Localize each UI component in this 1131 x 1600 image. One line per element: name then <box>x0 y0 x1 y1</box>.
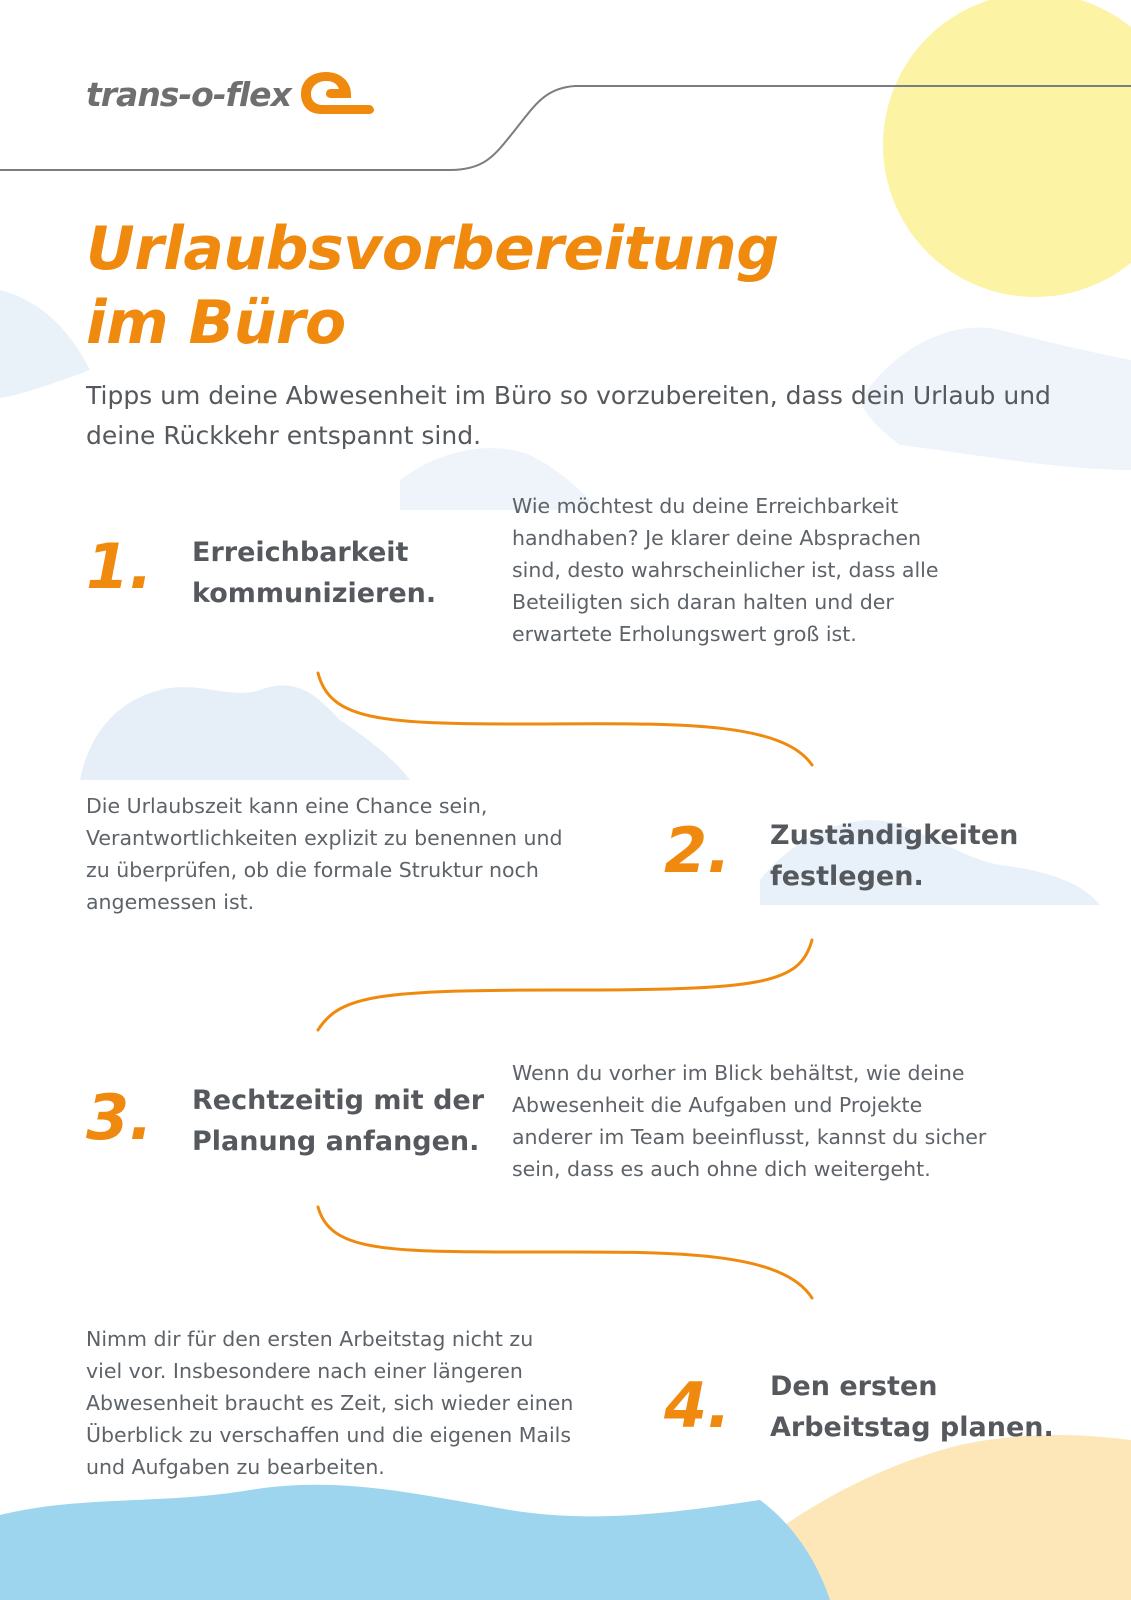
step-2-text-line: Die Urlaubszeit kann eine Chance sein, <box>86 794 488 818</box>
step-3-title-line-2: Planung anfangen. <box>192 1126 480 1157</box>
step-3-number: 3. <box>86 1081 153 1154</box>
step-3-title-line-1: Rechtzeitig mit der <box>192 1085 485 1116</box>
step-4-description <box>86 1323 656 1483</box>
step-4-text-line: Abwesenheit braucht es Zeit, sich wieder einen <box>86 1391 574 1415</box>
step-1-title-line-2: kommunizieren. <box>192 578 437 609</box>
page-title <box>86 212 779 361</box>
step-1-text-line: handhaben? Je klarer deine Absprachen <box>512 526 921 550</box>
step-4-text-line: viel vor. Insbesondere nach einer längeren <box>86 1359 523 1383</box>
step-4-text-line: Überblick zu verschaffen und die eigenen Mails <box>86 1423 572 1447</box>
step-2-title <box>770 815 1090 897</box>
trans-o-flex-logo-mark-icon <box>299 68 375 120</box>
step-3-text-line: anderer im Team beeinflusst, kannst du sicher <box>512 1125 987 1149</box>
step-1-number: 1. <box>86 530 153 603</box>
step-2-title-line-1: Zuständigkeiten <box>770 820 1019 851</box>
step-1-text-line: erwartete Erholungswert groß ist. <box>512 622 857 646</box>
step-1-title <box>192 532 492 614</box>
step-1-description <box>512 490 1052 650</box>
cloud-shape-left-mid <box>80 685 410 780</box>
step-3-text-line: Wenn du vorher im Blick behältst, wie deine <box>512 1061 965 1085</box>
brand-logo <box>86 68 375 120</box>
yellow-sun-shape <box>883 0 1131 297</box>
step-4-text-line: und Aufgaben zu bearbeiten. <box>86 1455 385 1479</box>
step-4-number: 4. <box>664 1369 731 1442</box>
step-4-title-line-2: Arbeitstag planen. <box>770 1412 1054 1443</box>
connector-curve-2 <box>318 940 812 1030</box>
step-1-text-line: Wie möchtest du deine Erreichbarkeit <box>512 494 899 518</box>
step-2-number: 2. <box>664 814 731 887</box>
step-3-description <box>512 1057 1072 1185</box>
step-4-title <box>770 1366 1110 1448</box>
page-title-line-2: im Büro <box>86 288 346 359</box>
page-title-line-1: Urlaubsvorbereitung <box>86 214 779 284</box>
step-1-text-line: sind, desto wahrscheinlicher ist, dass alle <box>512 558 939 582</box>
step-2-title-line-2: festlegen. <box>770 861 924 892</box>
step-2-text-line: zu überprüfen, ob die formale Struktur noch <box>86 858 539 882</box>
brand-name: trans-o-flex <box>86 74 291 114</box>
step-1-text-line: Beteiligten sich daran halten und der <box>512 590 894 614</box>
step-3-title <box>192 1080 512 1162</box>
connector-curve-1 <box>318 673 812 765</box>
step-4-text-line: Nimm dir für den ersten Arbeitstag nicht zu <box>86 1327 534 1351</box>
step-2-text-line: Verantwortlichkeiten explizit zu benennen und <box>86 826 563 850</box>
step-2-text-line: angemessen ist. <box>86 890 255 914</box>
step-2-description <box>86 790 646 918</box>
page-subtitle: Tipps um deine Abwesenheit im Büro so vorzubereiten, dass dein Urlaub und deine Rückkehr entspannt sind. <box>86 381 1051 450</box>
step-4-title-line-1: Den ersten <box>770 1371 938 1402</box>
step-1-title-line-1: Erreichbarkeit <box>192 537 409 568</box>
sky-blue-wave <box>0 1485 830 1600</box>
cloud-shape-left-top <box>0 290 90 398</box>
step-3-text-line: Abwesenheit die Aufgaben und Projekte <box>512 1093 923 1117</box>
step-3-text-line: sein, dass es auch ohne dich weitergeht. <box>512 1157 931 1181</box>
connector-curve-3 <box>318 1207 812 1298</box>
